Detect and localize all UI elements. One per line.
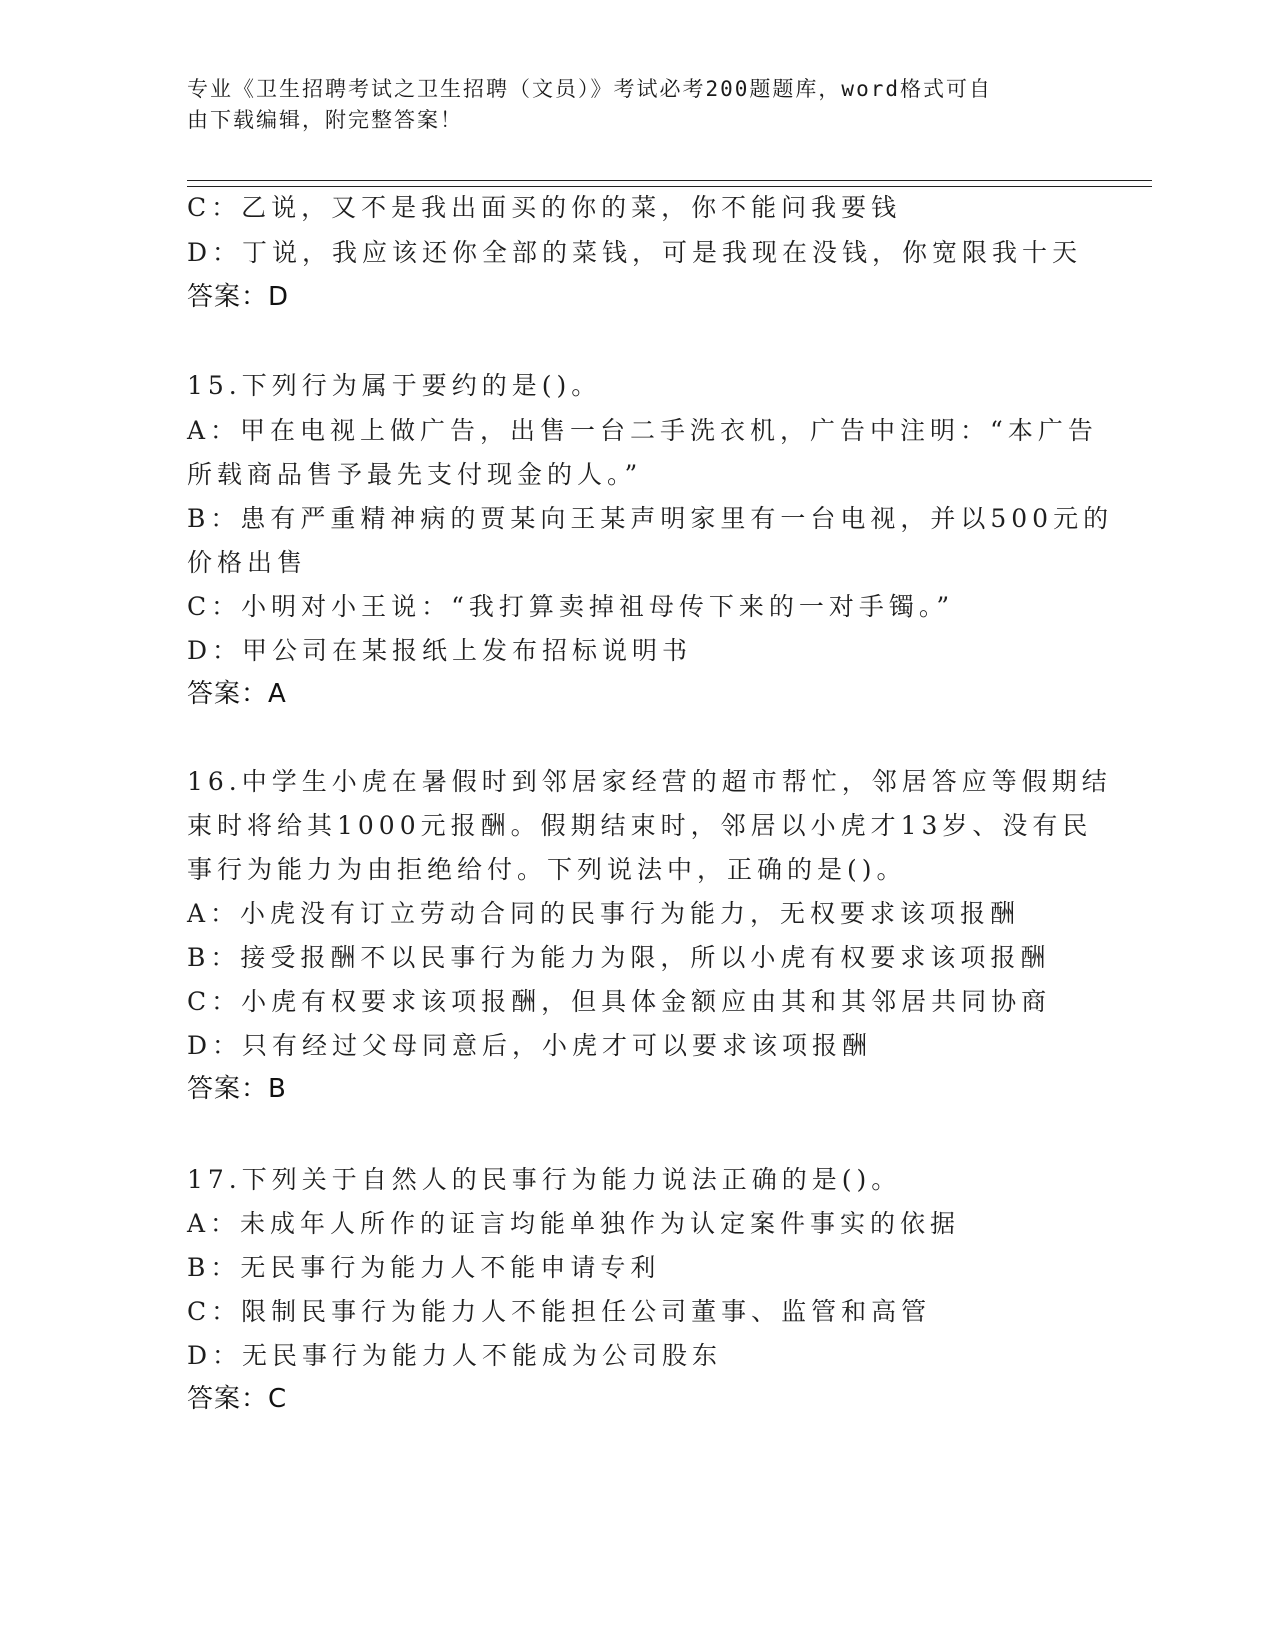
prev-option-d: D：丁说，我应该还你全部的菜钱，可是我现在没钱，你宽限我十天 bbox=[187, 238, 1083, 267]
q16-stem-line-3: 事行为能力为由拒绝给付。下列说法中，正确的是()。 bbox=[187, 855, 907, 884]
header-line-2: 由下载编辑，附完整答案！ bbox=[187, 108, 463, 132]
q16-stem-line-2: 束时将给其1000元报酬。假期结束时，邻居以小虎才13岁、没有民 bbox=[187, 811, 1093, 840]
header-line-1: 专业《卫生招聘考试之卫生招聘（文员）》考试必考200题题库，word格式可自 bbox=[187, 77, 992, 101]
q17-option-a: A：未成年人所作的证言均能单独作为认定案件事实的依据 bbox=[187, 1209, 961, 1238]
q15-option-b-line-1: B：患有严重精神病的贾某向王某声明家里有一台电视，并以500元的 bbox=[187, 504, 1114, 533]
q15-option-c: C：小明对小王说：“我打算卖掉祖母传下来的一对手镯。” bbox=[187, 592, 955, 621]
header-divider-top bbox=[187, 180, 1152, 181]
q17-option-c: C：限制民事行为能力人不能担任公司董事、监管和高管 bbox=[187, 1297, 932, 1326]
q17-stem: 17.下列关于自然人的民事行为能力说法正确的是()。 bbox=[187, 1165, 902, 1194]
q16-stem-line-1: 16.中学生小虎在暑假时到邻居家经营的超市帮忙，邻居答应等假期结 bbox=[187, 767, 1112, 796]
q16-option-b: B：接受报酬不以民事行为能力为限，所以小虎有权要求该项报酬 bbox=[187, 943, 1051, 972]
q15-option-a-line-1: A：甲在电视上做广告，出售一台二手洗衣机，广告中注明：“本广告 bbox=[187, 416, 1098, 445]
q15-option-a-line-2: 所载商品售予最先支付现金的人。” bbox=[187, 460, 643, 489]
prev-answer: 答案：D bbox=[187, 282, 290, 312]
q15-option-d: D：甲公司在某报纸上发布招标说明书 bbox=[187, 636, 693, 665]
header-divider-bottom bbox=[187, 186, 1152, 187]
q15-answer: 答案：A bbox=[187, 679, 287, 709]
q15-stem: 15.下列行为属于要约的是()。 bbox=[187, 371, 602, 400]
q17-option-d: D：无民事行为能力人不能成为公司股东 bbox=[187, 1341, 723, 1370]
q17-option-b: B：无民事行为能力人不能申请专利 bbox=[187, 1253, 661, 1282]
q17-answer: 答案：C bbox=[187, 1384, 288, 1414]
prev-option-c: C：乙说，又不是我出面买的你的菜，你不能问我要钱 bbox=[187, 193, 902, 222]
q16-option-c: C：小虎有权要求该项报酬，但具体金额应由其和其邻居共同协商 bbox=[187, 987, 1052, 1016]
q16-option-a: A：小虎没有订立劳动合同的民事行为能力，无权要求该项报酬 bbox=[187, 899, 1021, 928]
q16-option-d: D：只有经过父母同意后，小虎才可以要求该项报酬 bbox=[187, 1031, 873, 1060]
q16-answer: 答案：B bbox=[187, 1074, 287, 1104]
document-header bbox=[187, 74, 1067, 136]
q15-option-b-line-2: 价格出售 bbox=[187, 548, 308, 577]
